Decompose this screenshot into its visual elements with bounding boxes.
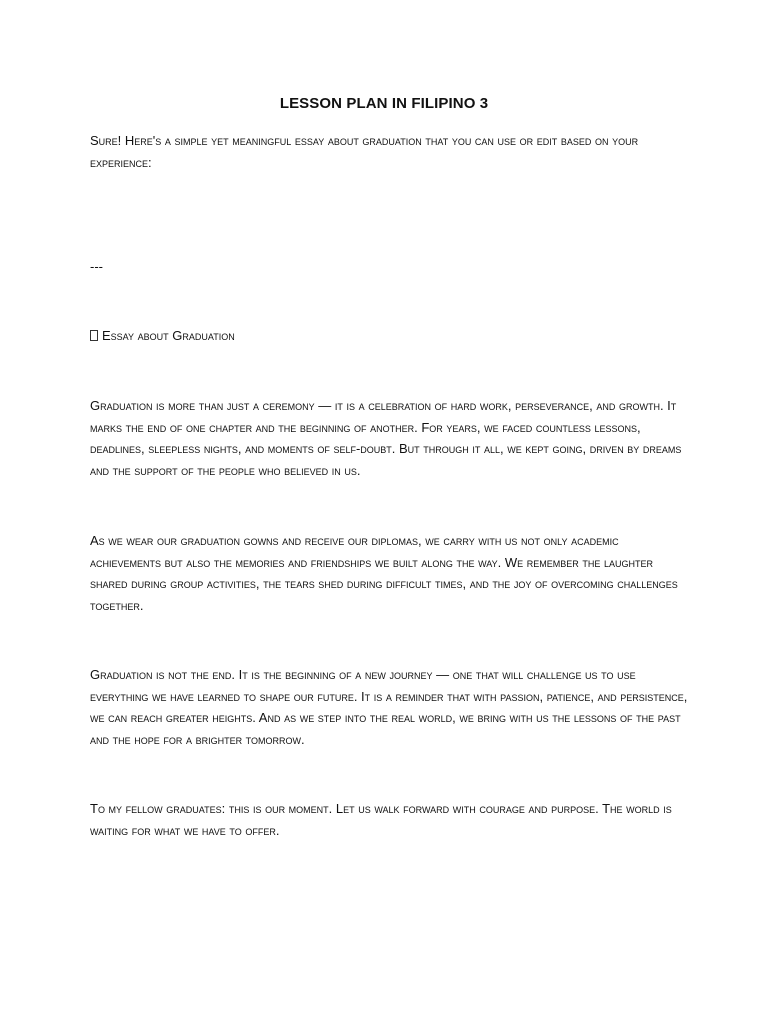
- intro-text: Sure! Here's a simple yet meaningful essay about graduation that you can use or edit based on your experience:: [90, 133, 639, 170]
- essay-heading-text: Essay about Graduation: [102, 328, 235, 343]
- essay-paragraph-3: Graduation is not the end. It is the beginning of a new journey — one that will challenge us to use everything we have learned to shape our future. It is a reminder that with passion, patience, and persistence, we can reach greater heights. And as we step into the real world, we bring with us the lessons of the past and the hope for a brighter tomorrow.: [90, 667, 688, 748]
- separator-text: ---: [90, 259, 103, 274]
- essay-paragraph-1: Graduation is more than just a ceremony — it is a celebration of hard work, perseverance, and growth. It marks the end of one chapter and the beginning of another. For years, we faced countless lessons, deadlines, sleepless nights, and moments of self-doubt. But through it all, we kept going, driven by dreams and the support of the people who believed in us.: [90, 398, 682, 479]
- essay-paragraph-4: To my fellow graduates: this is our moment. Let us walk forward with courage and purpose. The world is waiting for what we have to offer.: [90, 801, 672, 838]
- essay-paragraph-2: As we wear our graduation gowns and receive our diplomas, we carry with us not only academic achievements but also the memories and friendships we built along the way. We remember the laughter shared during group activities, the tears shed during difficult times, and the joy of overcoming challenges together.: [90, 533, 678, 614]
- missing-glyph-icon: [90, 330, 98, 341]
- page-title: LESSON PLAN IN FILIPINO 3: [279, 95, 489, 112]
- essay-heading: [90, 325, 690, 347]
